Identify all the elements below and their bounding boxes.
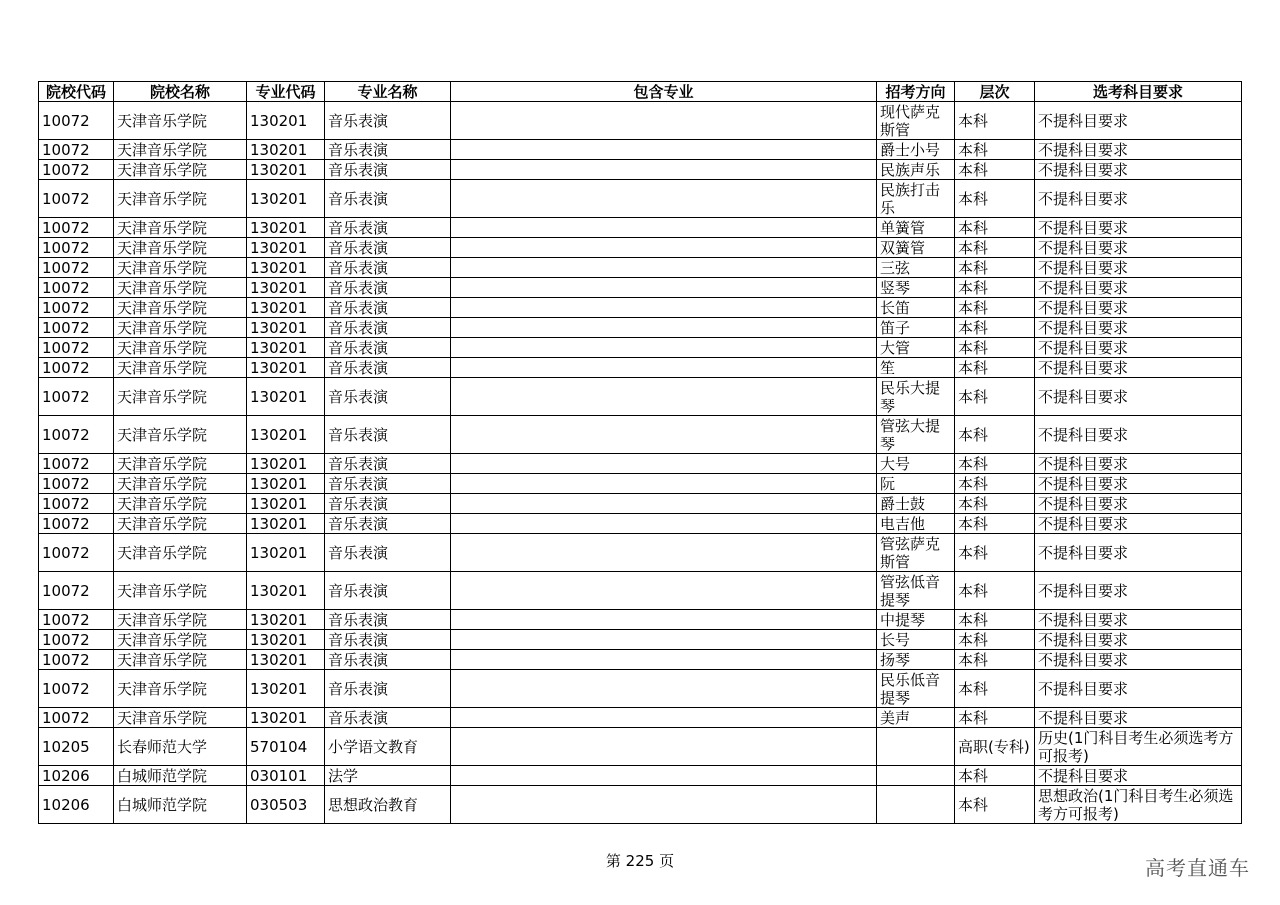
cell-admission-direction: 三弦: [877, 258, 955, 278]
cell-institution-code: 10072: [39, 610, 114, 630]
cell-level: 本科: [955, 358, 1035, 378]
cell-subject-requirement: 不提科目要求: [1035, 630, 1242, 650]
table-row: [39, 140, 1242, 160]
cell-admission-direction: 单簧管: [877, 218, 955, 238]
cell-level: 本科: [955, 514, 1035, 534]
cell-subject-requirement: 历史(1门科目考生必须选考方可报考): [1035, 728, 1242, 766]
cell-subject-requirement: 不提科目要求: [1035, 610, 1242, 630]
cell-institution-code: 10072: [39, 474, 114, 494]
cell-subject-requirement: 不提科目要求: [1035, 338, 1242, 358]
cell-admission-direction: 扬琴: [877, 650, 955, 670]
cell-admission-direction: 管弦低音提琴: [877, 572, 955, 610]
cell-institution-name: 天津音乐学院: [114, 572, 247, 610]
table-row: [39, 416, 1242, 454]
table-row: [39, 454, 1242, 474]
cell-admission-direction: 笛子: [877, 318, 955, 338]
cell-institution-name: 天津音乐学院: [114, 534, 247, 572]
cell-level: 本科: [955, 218, 1035, 238]
cell-level: 本科: [955, 238, 1035, 258]
table-row: [39, 102, 1242, 140]
header-major-code: 专业代码: [247, 82, 325, 102]
cell-major-name: 小学语文教育: [325, 728, 451, 766]
cell-major-name: 音乐表演: [325, 708, 451, 728]
watermark: 高考直通车: [1145, 856, 1250, 880]
cell-institution-name: 天津音乐学院: [114, 670, 247, 708]
cell-major-code: 130201: [247, 708, 325, 728]
cell-admission-direction: 管弦萨克斯管: [877, 534, 955, 572]
cell-included-majors: [451, 416, 877, 454]
table-header-row: [39, 82, 1242, 102]
cell-major-code: 130201: [247, 160, 325, 180]
cell-major-name: 音乐表演: [325, 338, 451, 358]
cell-major-code: 130201: [247, 338, 325, 358]
cell-level: 高职(专科): [955, 728, 1035, 766]
table-row: [39, 766, 1242, 786]
cell-level: 本科: [955, 786, 1035, 824]
cell-level: 本科: [955, 338, 1035, 358]
cell-major-code: 130201: [247, 534, 325, 572]
cell-included-majors: [451, 610, 877, 630]
cell-included-majors: [451, 766, 877, 786]
cell-subject-requirement: 不提科目要求: [1035, 278, 1242, 298]
cell-admission-direction: 电吉他: [877, 514, 955, 534]
cell-institution-code: 10205: [39, 728, 114, 766]
table-row: [39, 670, 1242, 708]
cell-major-code: 030101: [247, 766, 325, 786]
table-row: [39, 630, 1242, 650]
cell-major-code: 130201: [247, 102, 325, 140]
cell-subject-requirement: 不提科目要求: [1035, 534, 1242, 572]
cell-major-name: 音乐表演: [325, 514, 451, 534]
cell-subject-requirement: 不提科目要求: [1035, 670, 1242, 708]
cell-subject-requirement: 不提科目要求: [1035, 160, 1242, 180]
cell-subject-requirement: 不提科目要求: [1035, 140, 1242, 160]
cell-institution-code: 10206: [39, 766, 114, 786]
cell-admission-direction: 阮: [877, 474, 955, 494]
cell-institution-code: 10072: [39, 218, 114, 238]
header-included-majors: 包含专业: [451, 82, 877, 102]
cell-level: 本科: [955, 630, 1035, 650]
cell-admission-direction: 中提琴: [877, 610, 955, 630]
cell-included-majors: [451, 630, 877, 650]
cell-included-majors: [451, 160, 877, 180]
cell-level: 本科: [955, 140, 1035, 160]
cell-subject-requirement: 不提科目要求: [1035, 454, 1242, 474]
cell-institution-name: 天津音乐学院: [114, 278, 247, 298]
cell-subject-requirement: 不提科目要求: [1035, 318, 1242, 338]
cell-admission-direction: 双簧管: [877, 238, 955, 258]
cell-admission-direction: 民乐低音提琴: [877, 670, 955, 708]
cell-level: 本科: [955, 298, 1035, 318]
cell-major-code: 030503: [247, 786, 325, 824]
cell-major-name: 音乐表演: [325, 218, 451, 238]
cell-major-name: 音乐表演: [325, 358, 451, 378]
cell-included-majors: [451, 338, 877, 358]
table-row: [39, 318, 1242, 338]
cell-institution-code: 10072: [39, 416, 114, 454]
cell-included-majors: [451, 102, 877, 140]
cell-major-name: 法学: [325, 766, 451, 786]
table-row: [39, 728, 1242, 766]
cell-subject-requirement: 不提科目要求: [1035, 650, 1242, 670]
cell-institution-code: 10072: [39, 670, 114, 708]
cell-level: 本科: [955, 572, 1035, 610]
cell-major-name: 音乐表演: [325, 474, 451, 494]
cell-major-code: 130201: [247, 238, 325, 258]
cell-level: 本科: [955, 474, 1035, 494]
cell-admission-direction: 笙: [877, 358, 955, 378]
table-row: [39, 378, 1242, 416]
cell-institution-name: 天津音乐学院: [114, 238, 247, 258]
cell-institution-name: 天津音乐学院: [114, 258, 247, 278]
header-level: 层次: [955, 82, 1035, 102]
cell-institution-name: 天津音乐学院: [114, 318, 247, 338]
cell-institution-name: 天津音乐学院: [114, 514, 247, 534]
cell-major-name: 音乐表演: [325, 534, 451, 572]
cell-institution-code: 10072: [39, 454, 114, 474]
cell-included-majors: [451, 454, 877, 474]
cell-subject-requirement: 不提科目要求: [1035, 572, 1242, 610]
cell-institution-name: 白城师范学院: [114, 766, 247, 786]
cell-institution-code: 10072: [39, 378, 114, 416]
cell-admission-direction: 美声: [877, 708, 955, 728]
cell-included-majors: [451, 572, 877, 610]
cell-institution-name: 天津音乐学院: [114, 610, 247, 630]
table-row: [39, 650, 1242, 670]
cell-included-majors: [451, 378, 877, 416]
cell-institution-code: 10072: [39, 160, 114, 180]
cell-institution-name: 天津音乐学院: [114, 298, 247, 318]
cell-institution-name: 天津音乐学院: [114, 708, 247, 728]
cell-institution-code: 10072: [39, 298, 114, 318]
cell-level: 本科: [955, 670, 1035, 708]
cell-major-name: 音乐表演: [325, 670, 451, 708]
cell-included-majors: [451, 534, 877, 572]
table-row: [39, 298, 1242, 318]
cell-level: 本科: [955, 258, 1035, 278]
cell-included-majors: [451, 218, 877, 238]
cell-admission-direction: 大号: [877, 454, 955, 474]
cell-included-majors: [451, 708, 877, 728]
cell-institution-code: 10072: [39, 572, 114, 610]
table-row: [39, 708, 1242, 728]
cell-subject-requirement: 不提科目要求: [1035, 258, 1242, 278]
cell-institution-name: 天津音乐学院: [114, 630, 247, 650]
table-row: [39, 786, 1242, 824]
cell-institution-name: 天津音乐学院: [114, 140, 247, 160]
cell-institution-name: 天津音乐学院: [114, 378, 247, 416]
header-subject-requirement: 选考科目要求: [1035, 82, 1242, 102]
cell-institution-code: 10072: [39, 238, 114, 258]
cell-subject-requirement: 不提科目要求: [1035, 708, 1242, 728]
cell-major-code: 130201: [247, 650, 325, 670]
cell-included-majors: [451, 728, 877, 766]
cell-included-majors: [451, 278, 877, 298]
cell-major-code: 130201: [247, 140, 325, 160]
cell-major-code: 130201: [247, 358, 325, 378]
cell-level: 本科: [955, 318, 1035, 338]
cell-admission-direction: [877, 766, 955, 786]
cell-major-name: 音乐表演: [325, 160, 451, 180]
table-row: [39, 160, 1242, 180]
cell-admission-direction: 爵士鼓: [877, 494, 955, 514]
cell-major-name: 音乐表演: [325, 378, 451, 416]
cell-major-code: 130201: [247, 630, 325, 650]
cell-institution-name: 天津音乐学院: [114, 454, 247, 474]
cell-major-code: 130201: [247, 218, 325, 238]
cell-major-code: 130201: [247, 318, 325, 338]
table-body: [39, 102, 1242, 824]
cell-institution-code: 10072: [39, 140, 114, 160]
cell-major-name: 音乐表演: [325, 278, 451, 298]
cell-subject-requirement: 不提科目要求: [1035, 102, 1242, 140]
cell-institution-name: 天津音乐学院: [114, 416, 247, 454]
cell-major-code: 130201: [247, 298, 325, 318]
cell-admission-direction: 长号: [877, 630, 955, 650]
cell-subject-requirement: 不提科目要求: [1035, 416, 1242, 454]
cell-admission-direction: 民族声乐: [877, 160, 955, 180]
cell-subject-requirement: 思想政治(1门科目考生必须选考方可报考): [1035, 786, 1242, 824]
cell-subject-requirement: 不提科目要求: [1035, 378, 1242, 416]
cell-institution-code: 10072: [39, 534, 114, 572]
cell-major-code: 130201: [247, 180, 325, 218]
cell-institution-code: 10206: [39, 786, 114, 824]
cell-included-majors: [451, 258, 877, 278]
table-row: [39, 180, 1242, 218]
cell-included-majors: [451, 298, 877, 318]
header-admission-direction: 招考方向: [877, 82, 955, 102]
cell-major-name: 音乐表演: [325, 650, 451, 670]
table-row: [39, 238, 1242, 258]
cell-major-name: 音乐表演: [325, 298, 451, 318]
cell-major-name: 音乐表演: [325, 630, 451, 650]
cell-major-code: 570104: [247, 728, 325, 766]
cell-institution-name: 天津音乐学院: [114, 650, 247, 670]
cell-major-code: 130201: [247, 378, 325, 416]
cell-subject-requirement: 不提科目要求: [1035, 298, 1242, 318]
table-row: [39, 338, 1242, 358]
cell-level: 本科: [955, 766, 1035, 786]
cell-major-name: 音乐表演: [325, 140, 451, 160]
cell-institution-code: 10072: [39, 338, 114, 358]
cell-institution-name: 天津音乐学院: [114, 160, 247, 180]
cell-level: 本科: [955, 708, 1035, 728]
cell-included-majors: [451, 358, 877, 378]
cell-institution-code: 10072: [39, 318, 114, 338]
cell-subject-requirement: 不提科目要求: [1035, 494, 1242, 514]
cell-major-name: 音乐表演: [325, 454, 451, 474]
cell-level: 本科: [955, 494, 1035, 514]
cell-admission-direction: 民乐大提琴: [877, 378, 955, 416]
cell-major-code: 130201: [247, 494, 325, 514]
table-row: [39, 474, 1242, 494]
cell-institution-name: 天津音乐学院: [114, 494, 247, 514]
cell-admission-direction: 爵士小号: [877, 140, 955, 160]
cell-major-name: 音乐表演: [325, 318, 451, 338]
table-row: [39, 572, 1242, 610]
cell-admission-direction: [877, 786, 955, 824]
cell-institution-name: 天津音乐学院: [114, 358, 247, 378]
cell-level: 本科: [955, 378, 1035, 416]
cell-institution-code: 10072: [39, 358, 114, 378]
cell-admission-direction: 长笛: [877, 298, 955, 318]
cell-admission-direction: 竖琴: [877, 278, 955, 298]
cell-admission-direction: 民族打击乐: [877, 180, 955, 218]
cell-admission-direction: [877, 728, 955, 766]
table-row: [39, 514, 1242, 534]
table-row: [39, 218, 1242, 238]
cell-institution-name: 天津音乐学院: [114, 474, 247, 494]
cell-major-code: 130201: [247, 610, 325, 630]
header-institution-code: 院校代码: [39, 82, 114, 102]
cell-included-majors: [451, 140, 877, 160]
cell-major-code: 130201: [247, 670, 325, 708]
table-row: [39, 358, 1242, 378]
cell-institution-name: 长春师范大学: [114, 728, 247, 766]
cell-included-majors: [451, 238, 877, 258]
cell-included-majors: [451, 670, 877, 708]
cell-institution-name: 白城师范学院: [114, 786, 247, 824]
cell-major-name: 音乐表演: [325, 238, 451, 258]
cell-major-code: 130201: [247, 454, 325, 474]
cell-included-majors: [451, 786, 877, 824]
cell-level: 本科: [955, 160, 1035, 180]
cell-admission-direction: 管弦大提琴: [877, 416, 955, 454]
cell-major-name: 音乐表演: [325, 102, 451, 140]
cell-major-name: 音乐表演: [325, 258, 451, 278]
table-row: [39, 534, 1242, 572]
cell-included-majors: [451, 514, 877, 534]
cell-subject-requirement: 不提科目要求: [1035, 238, 1242, 258]
cell-subject-requirement: 不提科目要求: [1035, 766, 1242, 786]
cell-institution-code: 10072: [39, 708, 114, 728]
cell-admission-direction: 大管: [877, 338, 955, 358]
cell-major-code: 130201: [247, 474, 325, 494]
cell-institution-name: 天津音乐学院: [114, 102, 247, 140]
cell-major-code: 130201: [247, 514, 325, 534]
header-institution-name: 院校名称: [114, 82, 247, 102]
cell-subject-requirement: 不提科目要求: [1035, 358, 1242, 378]
header-major-name: 专业名称: [325, 82, 451, 102]
cell-institution-name: 天津音乐学院: [114, 180, 247, 218]
table-row: [39, 494, 1242, 514]
cell-major-code: 130201: [247, 258, 325, 278]
cell-level: 本科: [955, 454, 1035, 474]
cell-level: 本科: [955, 610, 1035, 630]
cell-subject-requirement: 不提科目要求: [1035, 180, 1242, 218]
cell-major-name: 音乐表演: [325, 610, 451, 630]
table-row: [39, 278, 1242, 298]
cell-major-name: 音乐表演: [325, 416, 451, 454]
cell-included-majors: [451, 494, 877, 514]
cell-subject-requirement: 不提科目要求: [1035, 218, 1242, 238]
cell-included-majors: [451, 180, 877, 218]
cell-institution-code: 10072: [39, 650, 114, 670]
cell-major-name: 音乐表演: [325, 180, 451, 218]
cell-subject-requirement: 不提科目要求: [1035, 514, 1242, 534]
cell-level: 本科: [955, 102, 1035, 140]
cell-institution-name: 天津音乐学院: [114, 218, 247, 238]
cell-included-majors: [451, 318, 877, 338]
cell-institution-code: 10072: [39, 180, 114, 218]
cell-institution-code: 10072: [39, 514, 114, 534]
table-row: [39, 610, 1242, 630]
cell-level: 本科: [955, 278, 1035, 298]
cell-major-code: 130201: [247, 416, 325, 454]
cell-level: 本科: [955, 650, 1035, 670]
cell-major-code: 130201: [247, 278, 325, 298]
cell-level: 本科: [955, 534, 1035, 572]
admission-table: [38, 81, 1242, 824]
table-row: [39, 258, 1242, 278]
cell-major-name: 音乐表演: [325, 572, 451, 610]
cell-included-majors: [451, 474, 877, 494]
cell-institution-name: 天津音乐学院: [114, 338, 247, 358]
cell-major-code: 130201: [247, 572, 325, 610]
cell-subject-requirement: 不提科目要求: [1035, 474, 1242, 494]
cell-institution-code: 10072: [39, 102, 114, 140]
cell-admission-direction: 现代萨克斯管: [877, 102, 955, 140]
cell-level: 本科: [955, 180, 1035, 218]
cell-institution-code: 10072: [39, 630, 114, 650]
cell-institution-code: 10072: [39, 494, 114, 514]
cell-major-name: 思想政治教育: [325, 786, 451, 824]
page-number: 第 225 页: [605, 852, 675, 870]
cell-institution-code: 10072: [39, 258, 114, 278]
cell-included-majors: [451, 650, 877, 670]
cell-major-name: 音乐表演: [325, 494, 451, 514]
cell-institution-code: 10072: [39, 278, 114, 298]
cell-level: 本科: [955, 416, 1035, 454]
